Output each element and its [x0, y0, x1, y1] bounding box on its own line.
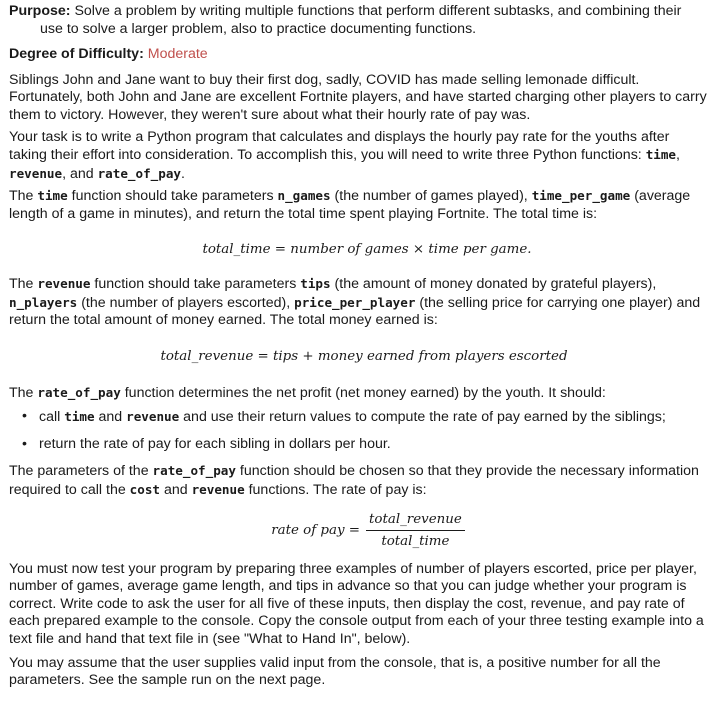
- bullet-item: [9, 408, 707, 427]
- code-time: time: [37, 188, 68, 204]
- code-revenue: revenue: [126, 409, 180, 425]
- code-rate-of-pay: rate_of_pay: [97, 165, 181, 181]
- text: functions. The rate of pay is:: [244, 481, 427, 498]
- code-n-players: n_players: [9, 294, 78, 310]
- code-revenue: revenue: [191, 481, 245, 497]
- text: and use their return values to compute the rate of pay earned by the siblings;: [179, 409, 666, 426]
- code-revenue: revenue: [37, 276, 91, 292]
- text: (the selling price for carrying one player) and return the total amount of money earned. The total money earned is:: [9, 294, 701, 329]
- intro-paragraph: Siblings John and Jane want to buy their first dog, sadly, COVID has made selling lemonade difficult. Fortunately, both John and Jane are excellent Fortnite players, and have started charging other players to carry them to victory. However, they weren't sure about what their hourly rate of pay was.: [9, 71, 707, 123]
- difficulty-value: Moderate: [147, 46, 208, 63]
- text: and: [94, 409, 127, 426]
- text: (average length of a game in minutes), and return the total time spent playing Fortnite. The total time is:: [9, 188, 691, 222]
- text: function should take parameters: [67, 188, 278, 205]
- fraction-numerator: total_revenue: [366, 511, 465, 531]
- text: and: [160, 481, 192, 498]
- code-n-games: n_games: [277, 188, 331, 204]
- text: The parameters of the: [9, 463, 153, 480]
- code-rate-of-pay: rate_of_pay: [152, 463, 236, 479]
- task-sep: ,: [676, 147, 680, 164]
- task-text: Your task is to write a Python program that calculates and displays the hourly pay rate for the youths after taking their effort into consideration. To accomplish this, you will need to write three Python functions:: [9, 128, 670, 164]
- code-cost: cost: [129, 481, 161, 497]
- text: return the rate of pay for each sibling in dollars per hour.: [39, 435, 391, 452]
- difficulty-label: Degree of Difficulty:: [9, 46, 144, 63]
- time-function-paragraph: [9, 187, 707, 223]
- time-equation: total_time = number of games × time per game.: [202, 241, 532, 257]
- text: The: [9, 384, 38, 401]
- code-price-per-player: price_per_player: [294, 294, 416, 310]
- code-time: time: [645, 147, 677, 163]
- text: function should be chosen so that they provide the necessary information required to call the: [9, 463, 699, 498]
- code-rate-of-pay: rate_of_pay: [37, 384, 121, 400]
- bullet-item: [9, 436, 707, 454]
- task-paragraph: [9, 129, 707, 184]
- purpose-paragraph: [9, 3, 707, 38]
- rate-lhs: rate of pay =: [271, 523, 361, 539]
- testing-paragraph: You must now test your program by preparing three examples of number of players escorted, price per player, number of games, average game length, and tips in advance so that you can judge whether your program is correct. Write code to ask the user for all five of these inputs, then display the cost, revenue, and pay rate of each prepared example to the console. Copy the console output from each of your three testing example into a text file and hand that text file in (see "What to Hand In", below).: [9, 560, 704, 648]
- rate-function-paragraph: [9, 384, 707, 403]
- revenue-function-paragraph: [9, 275, 707, 330]
- text: The: [9, 188, 38, 205]
- revenue-equation: total_revenue = tips + money earned from players escorted: [160, 348, 568, 364]
- difficulty-line: [9, 46, 707, 64]
- code-time-per-game: time_per_game: [531, 188, 631, 204]
- purpose-label: Purpose:: [9, 3, 71, 19]
- code-time: time: [64, 409, 95, 425]
- text: (the number of games played),: [330, 188, 532, 205]
- text: The: [9, 276, 38, 293]
- rate-bullet-list: [9, 408, 707, 453]
- purpose-text: Solve a problem by writing multiple functions that perform different subtasks, and combining their use to solve a larger problem, also to practice documenting functions.: [40, 3, 682, 37]
- text: call: [39, 409, 65, 426]
- task-end: .: [180, 165, 185, 182]
- code-tips: tips: [300, 276, 331, 292]
- text: function should take parameters: [90, 276, 301, 293]
- text: (the amount of money donated by grateful players),: [330, 276, 657, 293]
- assumption-paragraph: You may assume that the user supplies valid input from the console, that is, a positive number for all the parameters. See the sample run on the next page.: [9, 654, 661, 689]
- rate-equation: [9, 511, 707, 550]
- task-sep: , and: [62, 165, 98, 182]
- text: function determines the net profit (net money earned) by the youth. It should:: [120, 384, 606, 401]
- text: (the number of players escorted),: [77, 294, 295, 311]
- rate-fraction: [366, 511, 465, 550]
- fraction-denominator: total_time: [381, 534, 450, 550]
- parameters-paragraph: [9, 462, 707, 499]
- code-revenue: revenue: [9, 165, 63, 181]
